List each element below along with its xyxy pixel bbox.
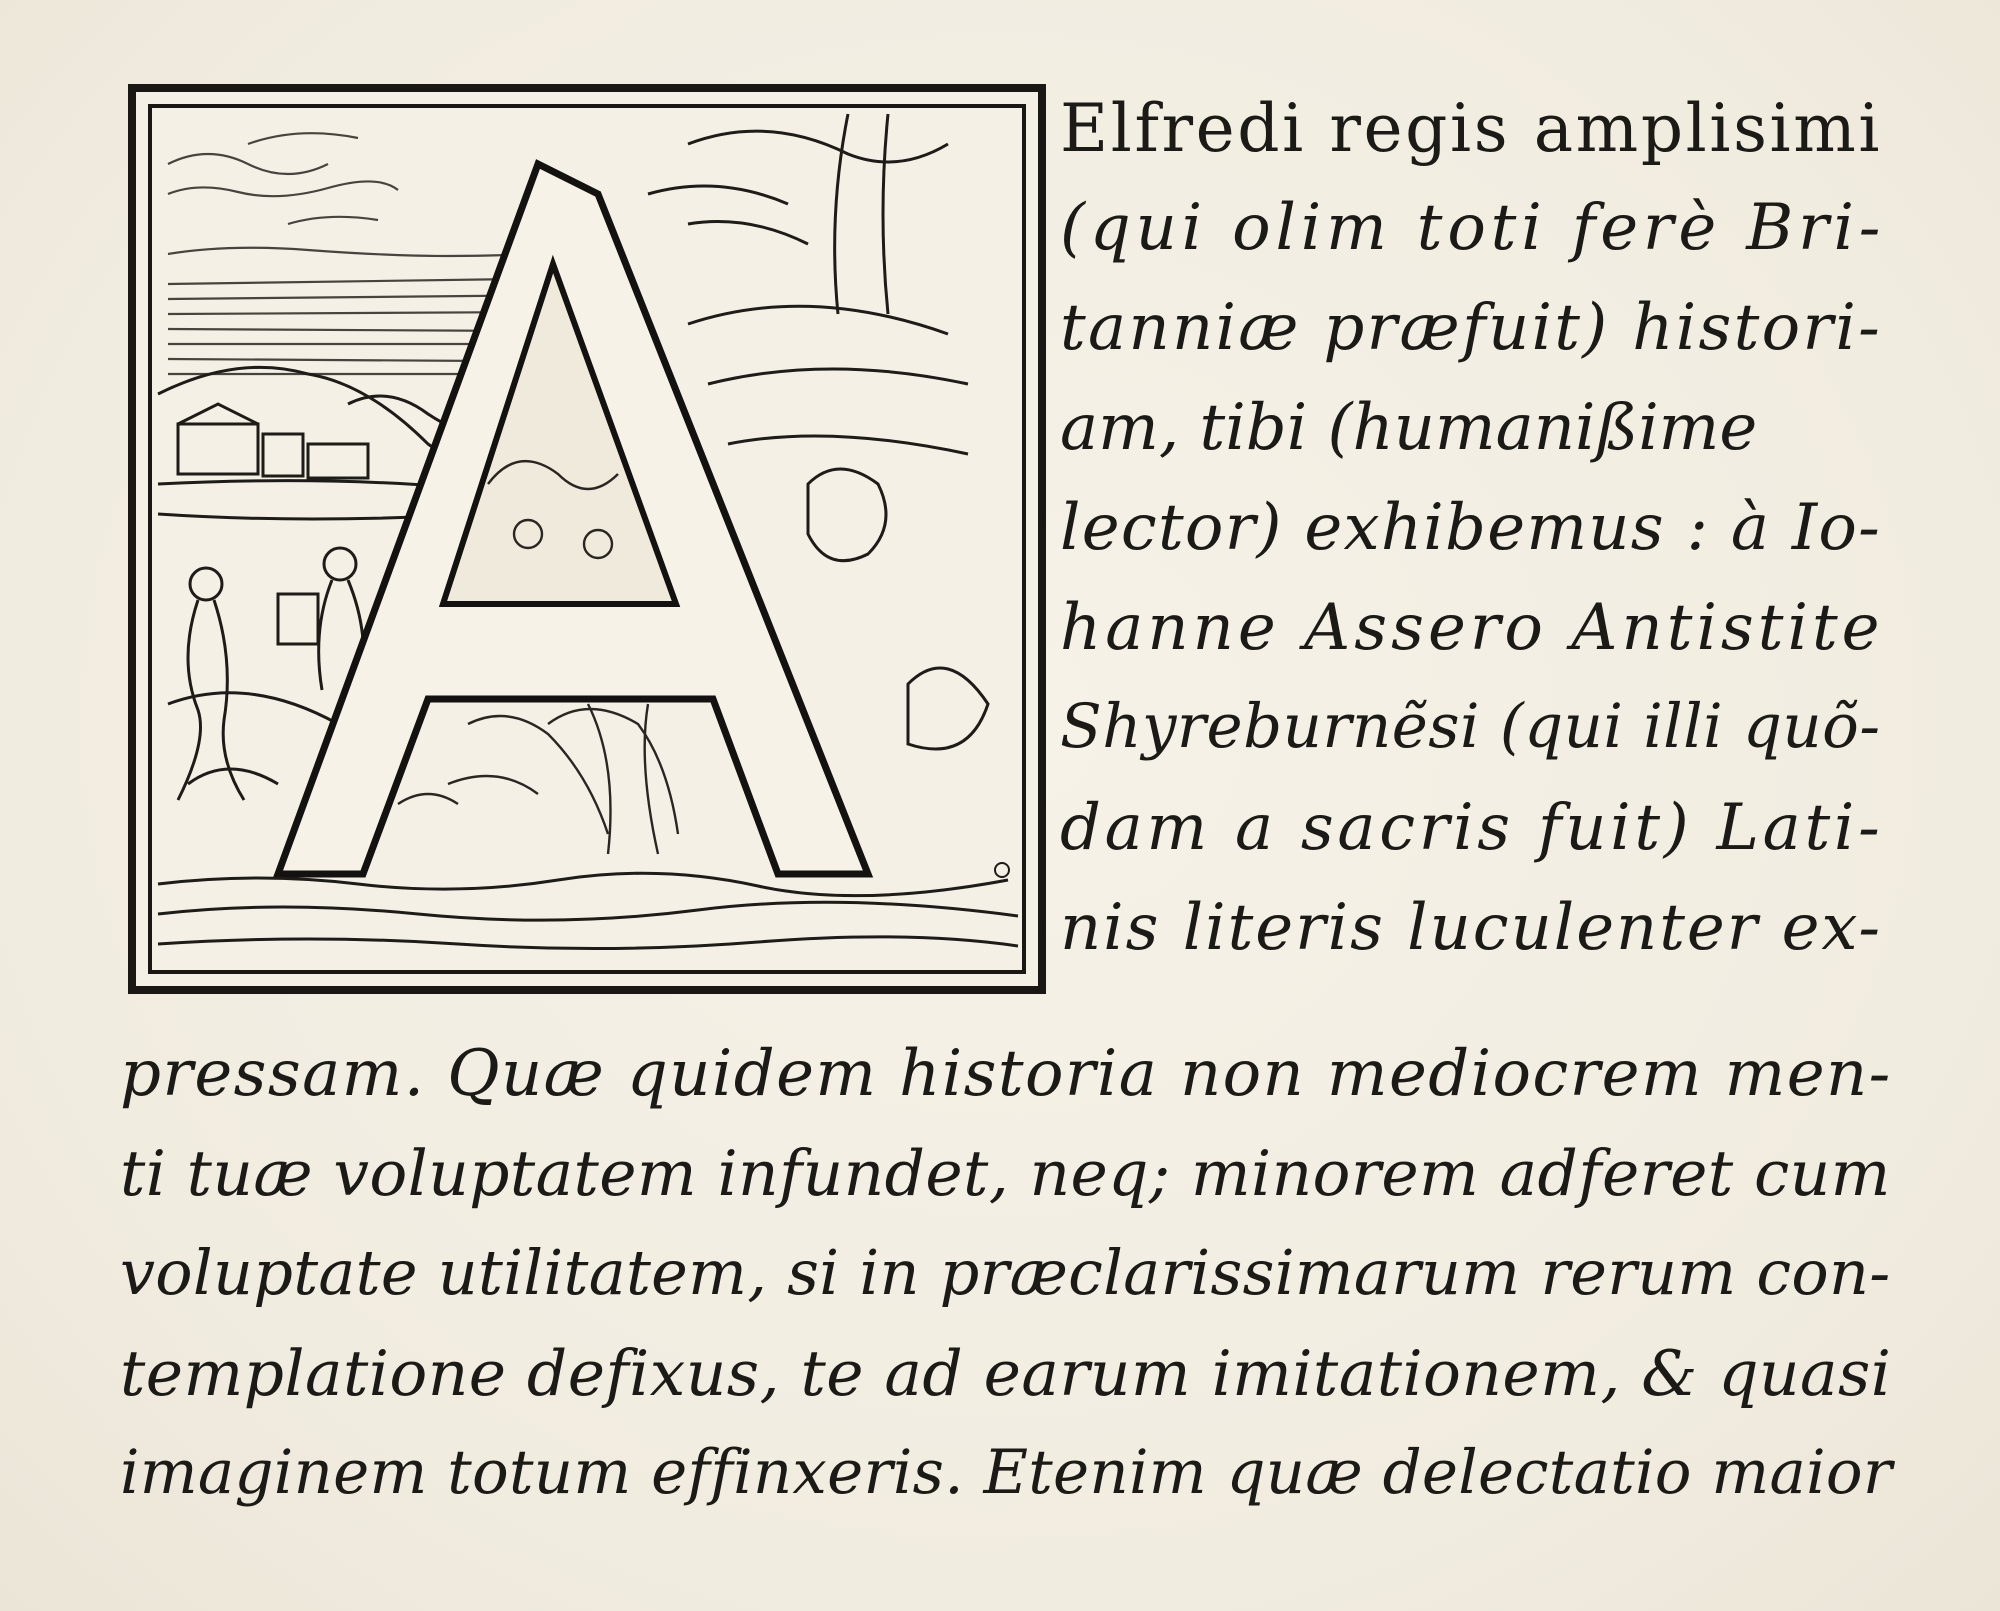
text-line: imaginem totum effinxeris. Etenim quæ delectatio maior [120,1437,1893,1508]
text-line: am, tibi (humanißime [1060,391,1758,465]
woodcut-initial-a-illustration [128,84,1046,994]
text-line: Shyreburnẽsi (qui illi quõ- [1060,691,1881,762]
woodcut-initial [128,84,1046,994]
text-line: ti tuæ voluptatem infundet, neq; minorem adferet cum [120,1137,1891,1210]
text-line: tanniæ præfuit) histori- [1060,291,1883,365]
text-line: pressam. Quæ quidem historia non mediocrem men- [120,1037,1892,1111]
text-line: templatione defixus, te ad earum imitationem, & quasi [120,1337,1892,1410]
text-line: lector) exhibemus : à Io- [1060,491,1882,565]
text-line: (qui olim toti ferè Bri- [1060,191,1886,265]
text-line: hanne Assero Antistite [1060,591,1884,665]
text-line: Elfredi regis amplisimi [1060,90,1883,167]
text-line: dam a sacris fuit) Lati- [1060,791,1884,865]
text-line: voluptate utilitatem, si in præclarissimarum rerum con- [120,1236,1891,1309]
text-line: nis literis luculenter ex- [1060,891,1882,965]
